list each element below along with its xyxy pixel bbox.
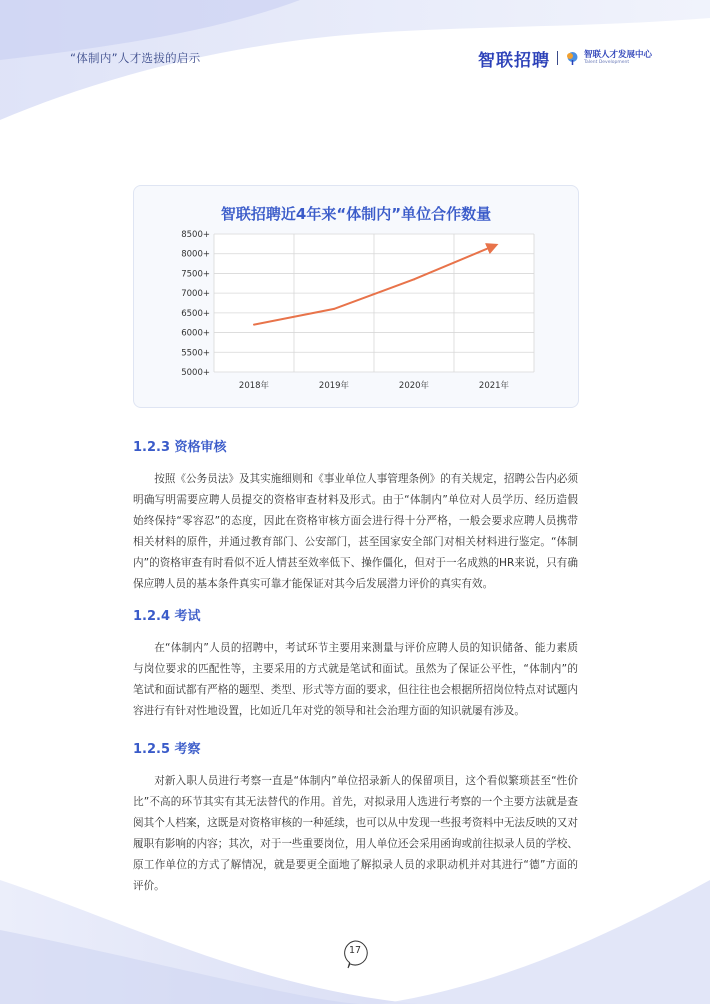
brand-logo xyxy=(478,46,652,70)
section-1-2-4 xyxy=(133,605,578,722)
logo-divider xyxy=(557,51,558,65)
x-tick-label: 2019年 xyxy=(318,381,350,391)
chart-title: 智联招聘近4年来“体制内”单位合作数量 xyxy=(220,205,492,223)
y-tick-label: 6000+ xyxy=(181,328,210,339)
x-tick-label: 2020年 xyxy=(398,381,430,391)
logo-main-text: 智联招聘 xyxy=(478,50,550,71)
y-tick-label: 8000+ xyxy=(181,249,210,260)
x-tick-label: 2018年 xyxy=(238,381,270,391)
chart-card xyxy=(133,185,579,408)
section-1-2-3 xyxy=(133,436,578,595)
data-point xyxy=(413,278,415,280)
section-heading: 1.2.5 考察 xyxy=(133,742,201,757)
section-paragraph: 按照《公务员法》及其实施细则和《事业单位人事管理条例》的有关规定，招聘公告内必须明确写明需要应聘人员提交的资格审查材料及形式。由于“体制内”单位对人员学历、经历造假始终保持“零容忍”的态度，因此在资格审核方面会进行得十分严格，一般会要求应聘人员携带相关材料的原件，并通过教育部门、公安部门，甚至国家安全部门对相关材料进行鉴定。“体制内”的资格审查有时看似不近人情甚至效率低下、操作僵化，但对于一名成熟的HR来说，只有确保应聘人员的基本条件真实可靠才能保证对其今后发展潜力评价的真实有效。 xyxy=(133,473,578,590)
data-point xyxy=(333,308,335,310)
talent-center-logo-icon xyxy=(565,51,580,65)
data-point xyxy=(253,324,255,326)
y-tick-label: 6500+ xyxy=(181,308,210,319)
header-title: “体制内”人才选拔的启示 xyxy=(70,51,201,65)
y-tick-label: 5000+ xyxy=(181,368,210,378)
logo-sub-en-text: Talent Development xyxy=(584,59,630,65)
section-heading: 1.2.3 资格审核 xyxy=(133,440,227,455)
section-paragraph: 对新入职人员进行考察一直是“体制内”单位招录新人的保留项目，这个看似繁琐甚至“性价比”不高的环节其实有其无法替代的作用。首先，对拟录用人选进行考察的一个主要方法就是查阅其个人档案，这既是对资格审核的一种延续，也可以从中发现一些报考资料中无法反映的又对履职有影响的内容；其次，对于一些重要岗位，用人单位还会采用函询或前往拟录人员的学校、原工作单位的方式了解情况，就是要更全面地了解拟录人员的求职动机并对其进行“德”方面的评价。 xyxy=(133,775,578,892)
logo-sub-text: 智联人才发展中心 xyxy=(584,50,653,60)
x-tick-label: 2021年 xyxy=(478,381,510,391)
section-1-2-5 xyxy=(133,738,578,897)
y-tick-label: 7500+ xyxy=(181,269,210,280)
page-header xyxy=(0,0,710,80)
page-number-badge xyxy=(341,939,369,969)
data-point xyxy=(493,245,495,247)
section-heading: 1.2.4 考试 xyxy=(133,609,201,624)
line-chart xyxy=(134,186,578,407)
page-number: 17 xyxy=(348,945,362,956)
y-tick-label: 8500+ xyxy=(181,230,210,240)
y-tick-label: 5500+ xyxy=(181,348,210,359)
section-paragraph: 在“体制内”人员的招聘中，考试环节主要用来测量与评价应聘人员的知识储备、能力素质与岗位要求的匹配性等，主要采用的方式就是笔试和面试。虽然为了保证公平性，“体制内”的笔试和面试都有严格的题型、类型、形式等方面的要求，但往往也会根据所招岗位特点对试题内容进行有针对性地设置，比如近几年对党的领导和社会治理方面的知识就屡有涉及。 xyxy=(133,642,578,717)
y-tick-label: 7000+ xyxy=(181,289,210,300)
